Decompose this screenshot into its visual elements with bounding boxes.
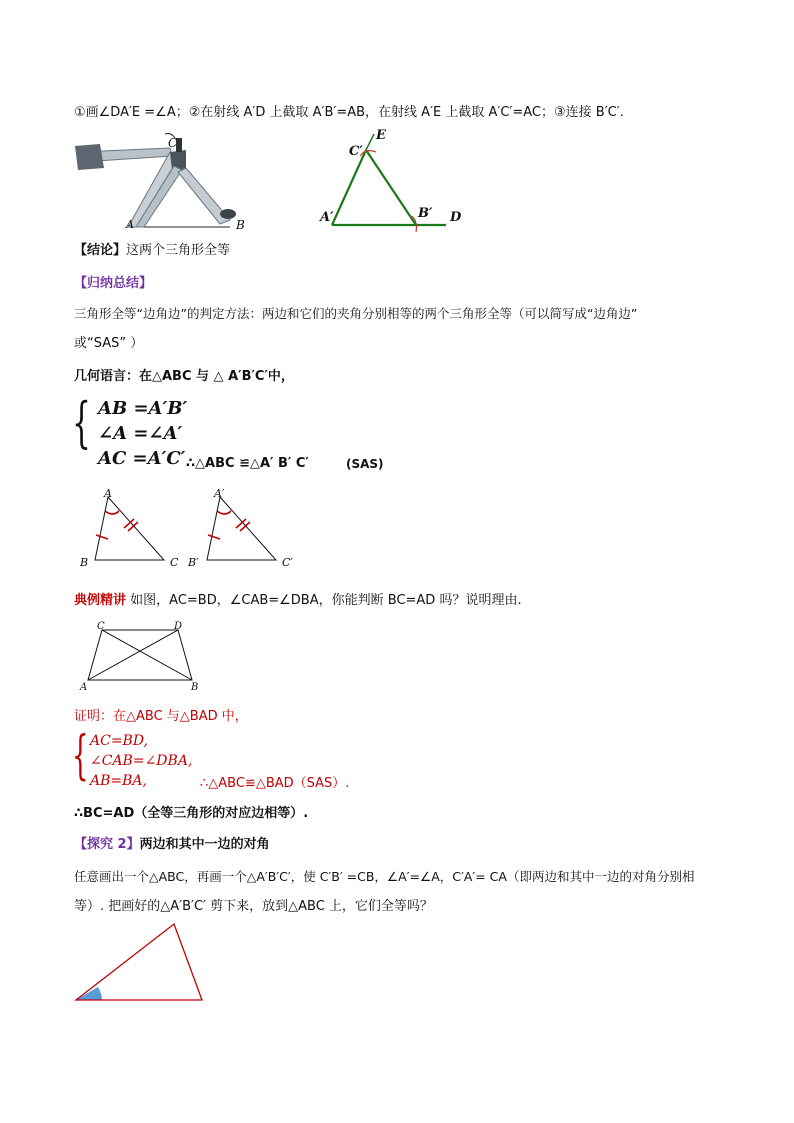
tri-right-b: B′ bbox=[188, 556, 199, 569]
geometry-therefore: ∴△ABC ≌△A′ B′ C′ bbox=[186, 456, 309, 471]
summary-line2: 或“SAS” ） bbox=[74, 336, 144, 351]
summary-line1: 三角形全等“边角边”的判定方法：两边和它们的夹角分别相等的两个三角形全等（可以简写成“边角边” bbox=[74, 306, 638, 321]
proof-cond2: ∠CAB=∠DBA, bbox=[90, 753, 193, 769]
explore2-triangle bbox=[72, 920, 212, 1010]
example-fig-c: C bbox=[97, 621, 105, 632]
conclusion-text: 这两个三角形全等 bbox=[126, 243, 231, 258]
construction-label-e: E bbox=[376, 128, 386, 143]
steps-text: ①画∠DA′E =∠A；②在射线 A′D 上截取 A′B′=AB，在射线 A′E 上截取 A′C′=AC；③连接 B′C′. bbox=[74, 105, 624, 120]
construction-label-a: A′ bbox=[320, 210, 334, 225]
tri-right-c: C′ bbox=[282, 556, 293, 569]
tri-left-b: B bbox=[80, 556, 89, 569]
explore2-line1: 任意画出一个△ABC，再画一个△A′B′C′，使 C′B′ =CB，∠A′=∠A，C′A′= CA（即两边和其中一边的对角分别相 bbox=[74, 869, 695, 884]
construction-label-b: B′ bbox=[418, 206, 433, 221]
tri-left-c: C bbox=[170, 556, 179, 569]
proof-intro: 证明：在△ABC 与△BAD 中， bbox=[74, 709, 248, 724]
example bbox=[74, 593, 522, 609]
construction-label-c: C′ bbox=[349, 144, 363, 159]
explore2-heading bbox=[74, 837, 270, 853]
compass-label-a: A bbox=[126, 218, 134, 231]
explore2-title: 两边和其中一边的对角 bbox=[139, 837, 270, 852]
geometry-cond2: ∠A =∠A′ bbox=[98, 423, 183, 444]
explore2-line2: 等）. 把画好的△A′B′C′ 剪下来，放到△ABC 上，它们全等吗？ bbox=[74, 899, 433, 914]
tri-left-a: A bbox=[104, 487, 112, 500]
geometry-language-intro: 几何语言：在△ABC 与 △ A′B′C′中， bbox=[74, 369, 294, 384]
compass-label-c: C bbox=[168, 136, 178, 150]
compass-label-b: B bbox=[236, 218, 245, 232]
summary-heading: 【归纳总结】 bbox=[74, 276, 153, 291]
proof-cond3: AB=BA, bbox=[90, 773, 147, 789]
geometry-cond3: AC =A′C′ bbox=[98, 448, 186, 469]
example-fig-a: A bbox=[80, 682, 88, 693]
example-fig-b: B bbox=[191, 682, 199, 693]
example-tag: 典例精讲 bbox=[74, 593, 127, 608]
conclusion-tag: 【结论】 bbox=[74, 243, 127, 258]
example-text: 如图，AC=BD，∠CAB=∠DBA，你能判断 BC=AD 吗？说明理由. bbox=[126, 593, 522, 608]
geometry-brace: { bbox=[72, 391, 91, 454]
proof-cond1: AC=BD, bbox=[90, 733, 149, 749]
proof-brace: { bbox=[72, 726, 89, 786]
conclusion bbox=[74, 243, 230, 259]
example-fig-d: D bbox=[174, 621, 183, 632]
tri-right-a: A′ bbox=[214, 487, 225, 500]
geometry-cond1: AB =A′B′ bbox=[98, 398, 188, 419]
construction-label-d: D bbox=[450, 210, 462, 225]
proof-conclusion: ∴BC=AD（全等三角形的对应边相等）. bbox=[74, 806, 309, 821]
explore2-tag: 【探究 2】 bbox=[74, 837, 140, 852]
proof-therefore: ∴△ABC≌△BAD（SAS）. bbox=[200, 776, 350, 791]
geometry-reason: (SAS) bbox=[346, 457, 384, 471]
